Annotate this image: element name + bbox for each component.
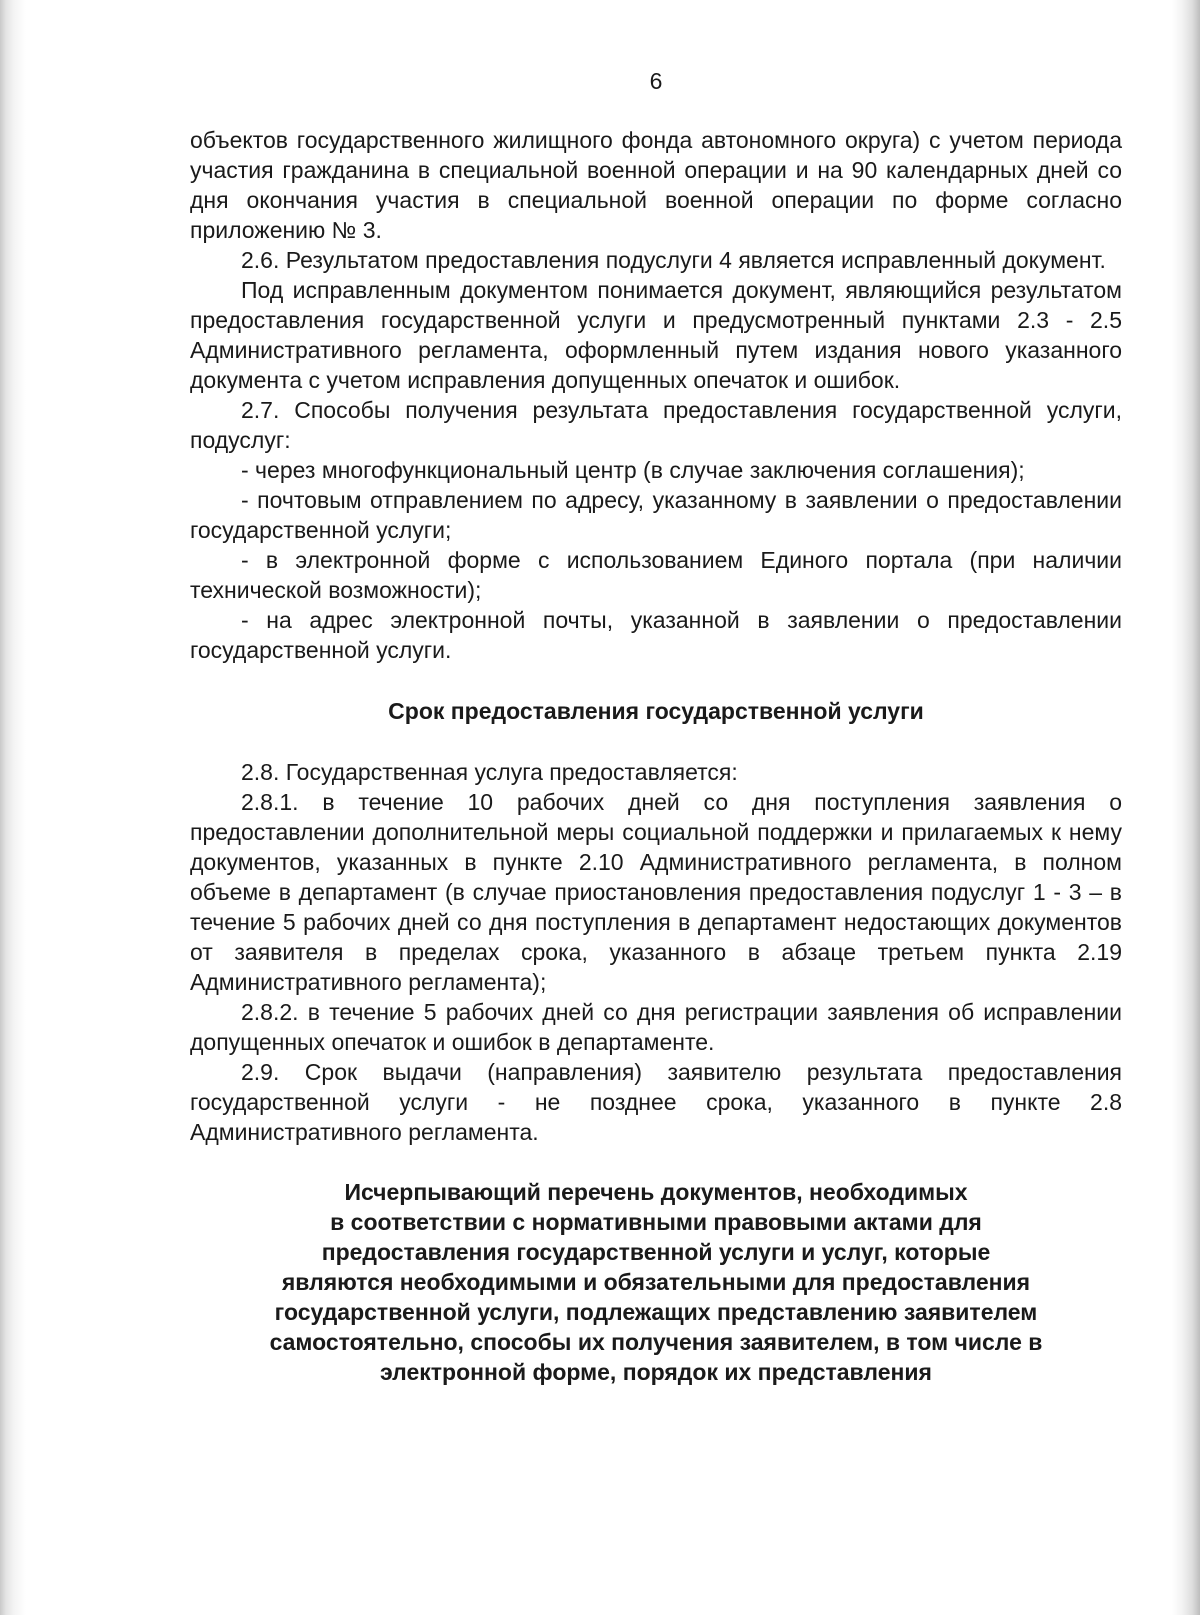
heading-line: электронной форме, порядок их представления [380, 1359, 932, 1385]
paragraph-p-2-6: 2.6. Результатом предоставления подуслуги 4 является исправленный документ. [241, 247, 1106, 273]
document-body [190, 125, 1122, 1387]
paragraphs-top [190, 125, 1122, 665]
paragraph-p-portal: - в электронной форме с использованием Единого портала (при наличии технической возможности); [190, 547, 1122, 603]
scan-right-edge [1172, 0, 1200, 1615]
heading-line: предоставления государственной услуги и услуг, которые [321, 1239, 991, 1265]
paragraph-p-corrected-doc: Под исправленным документом понимается документ, являющийся результатом предоставления государственной услуги и предусмотренный пунктами 2.3 - 2.5 Административного регламента, оформленный путем издания нового указанного документа с учетом исправления допущенных опечаток и ошибок. [190, 277, 1122, 393]
page-number: 6 [649, 68, 663, 94]
heading-line: государственной услуги, подлежащих представлению заявителем [274, 1299, 1038, 1325]
heading-line: Исчерпывающий перечень документов, необходимых [344, 1179, 968, 1205]
section-heading-documents-list [190, 1177, 1122, 1387]
paragraph-p-mfc: - через многофункциональный центр (в случае заключения соглашения); [241, 457, 1025, 483]
paragraph-p-2-9: 2.9. Срок выдачи (направления) заявителю результата предоставления государственной услуги - не позднее срока, указанного в пункте 2.8 Административного регламента. [190, 1059, 1122, 1145]
paragraph-p-2-8-1: 2.8.1. в течение 10 рабочих дней со дня поступления заявления о предоставлении дополнительной меры социальной поддержки и прилагаемых к нему документов, указанных в пункте 2.10 Административного регламента, в полном объеме в департамент (в случае приостановления предоставления подуслуг 1 - 3 – в течение 5 рабочих дней со дня поступления в департамент недостающих документов от заявителя в пределах срока, указанного в абзаце третьем пункта 2.19 Административного регламента); [190, 789, 1122, 995]
paragraph-p-2-8-2: 2.8.2. в течение 5 рабочих дней со дня регистрации заявления об исправлении допущенных опечаток и ошибок в департаменте. [190, 999, 1122, 1055]
paragraph-p-2-8: 2.8. Государственная услуга предоставляется: [241, 759, 738, 785]
section-heading-term: Срок предоставления государственной услуги [388, 698, 924, 724]
heading-line: в соответствии с нормативными правовыми актами для [330, 1209, 982, 1235]
heading-line: являются необходимыми и обязательными для предоставления [281, 1269, 1031, 1295]
paragraphs-middle [190, 757, 1122, 1147]
heading-line: самостоятельно, способы их получения заявителем, в том числе в [269, 1329, 1043, 1355]
paragraph-p-cont: объектов государственного жилищного фонда автономного округа) с учетом периода участия гражданина в специальной военной операции и на 90 календарных дней со дня окончания участия в специальной военной операции по форме согласно приложению № 3. [190, 127, 1122, 243]
paragraph-p-email: - на адрес электронной почты, указанной в заявлении о предоставлении государственной услуги. [190, 607, 1122, 663]
paragraph-p-post: - почтовым отправлением по адресу, указанному в заявлении о предоставлении государственной услуги; [190, 487, 1122, 543]
scan-left-edge [0, 0, 26, 1615]
paragraph-p-2-7: 2.7. Способы получения результата предоставления государственной услуги, подуслуг: [190, 397, 1122, 453]
